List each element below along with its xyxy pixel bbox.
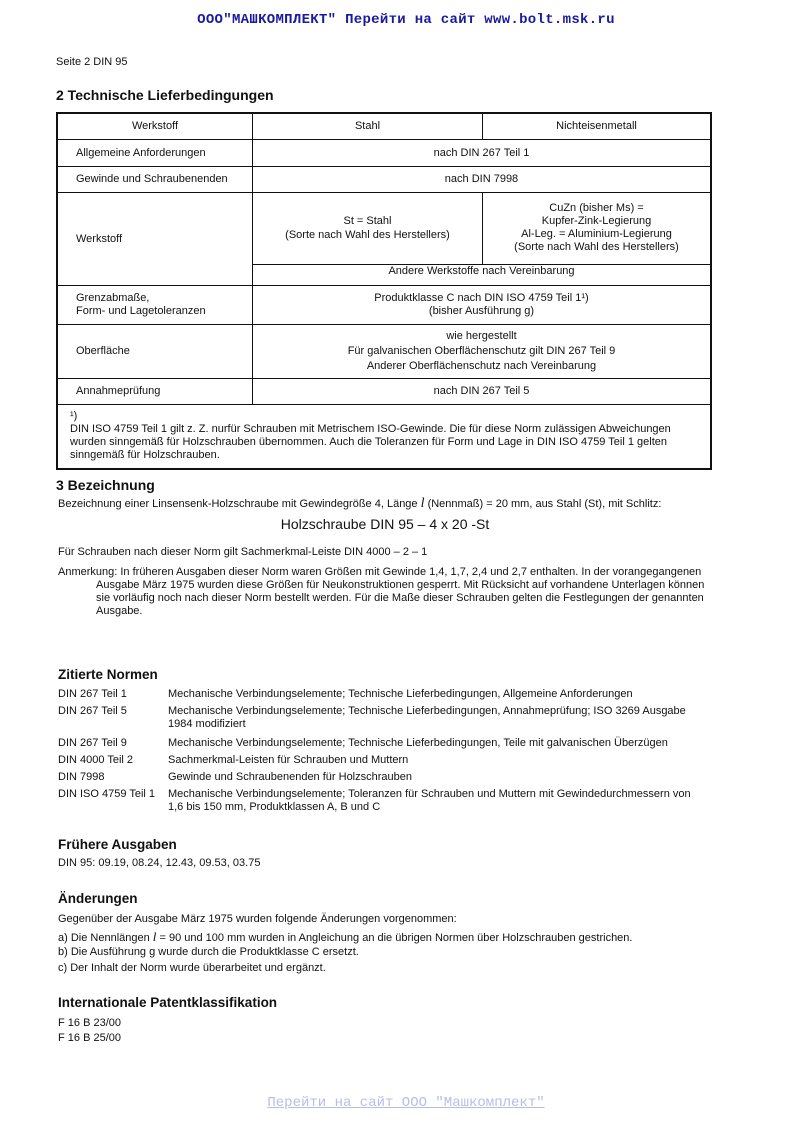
cited-norms-title: Zitierte Normen [58, 667, 158, 682]
table-row [57, 285, 711, 324]
patent-code: F 16 B 23/00 [58, 1017, 121, 1029]
table-row [57, 166, 711, 192]
list-item: DIN 4000 Teil 2 Sachmerkmal-Leisten für Schrauben und Muttern [58, 754, 409, 766]
section-3-title: 3 Bezeichnung [56, 477, 155, 493]
patent-code: F 16 B 25/00 [58, 1032, 121, 1044]
table-header-stahl: Stahl [253, 113, 483, 139]
footnote-text: DIN ISO 4759 Teil 1 gilt z. Z. nurfür Schrauben mit Metrischem ISO-Gewinde. Die für diese Norm zulässigen Abweichungen wurden sinngemäß für Holzschrauben übernommen. Auch die Toleranzen für Form und Lage in DIN ISO 4759 Teil 1 gelten sinngemäß für Holzschrauben. [70, 422, 671, 461]
designation-example: Holzschraube DIN 95 – 4 x 20 -St [280, 516, 490, 532]
table-row [57, 378, 711, 404]
row-label: Werkstoff [57, 192, 253, 285]
list-item: DIN 267 Teil 9 Mechanische Verbindungselemente; Technische Lieferbedingungen, Teile mit galvanischen Überzügen [58, 737, 668, 749]
row-label: Annahmeprüfung [57, 378, 253, 404]
change-b: b) Die Ausführung g wurde durch die Produktklasse C ersetzt. [58, 946, 359, 958]
footnote-marker: ¹) [70, 409, 78, 422]
patent-classification-title: Internationale Patentklassifikation [58, 995, 278, 1010]
row-label: Allgemeine Anforderungen [57, 139, 253, 166]
table-row [57, 192, 711, 264]
table-header-werkstoff: Werkstoff [57, 113, 253, 139]
row-value: wie hergestellt Für galvanischen Oberflächenschutz gilt DIN 267 Teil 9 Anderer Oberflächenschutz nach Vereinbarung [253, 324, 712, 378]
nonferrous-material-cell: CuZn (bisher Ms) = Kupfer-Zink-Legierung Al-Leg. = Aluminium-Legierung (Sorte nach Wahl des Herstellers) [483, 192, 712, 264]
row-value: nach DIN 267 Teil 5 [253, 378, 712, 404]
steel-material-cell: St = Stahl (Sorte nach Wahl des Herstellers) [253, 192, 483, 264]
designation-intro: Bezeichnung einer Linsensenk-Holzschraube mit Gewindegröße 4, Länge l (Nennmaß) = 20 mm, aus Stahl (St), mit Schlitz: [58, 496, 662, 511]
row-label: Grenzabmaße, Form- und Lagetoleranzen [57, 285, 253, 324]
change-c: c) Der Inhalt der Norm wurde überarbeitet und ergänzt. [58, 962, 326, 974]
earlier-editions-text: DIN 95: 09.19, 08.24, 12.43, 09.53, 03.75 [58, 857, 261, 869]
table-header-nichteisenmetall: Nichteisenmetall [483, 113, 712, 139]
section-2-title: 2 Technische Lieferbedingungen [56, 87, 274, 103]
header-site-link[interactable]: ООО"МАШКОМПЛЕКТ" Перейти на сайт www.bolt.msk.ru [197, 12, 615, 28]
list-item: DIN ISO 4759 Teil 1 Mechanische Verbindungselemente; Toleranzen für Schrauben und Muttern mit Gewindedurchmessern von 1,6 bis 150 mm, Produktklassen A, B und C [58, 788, 691, 813]
other-materials-cell: Andere Werkstoffe nach Vereinbarung [253, 264, 712, 285]
table-row [57, 324, 711, 378]
list-item: DIN 267 Teil 5 Mechanische Verbindungselemente; Technische Lieferbedingungen, Annahmeprüfung; ISO 3269 Ausgabe 1984 modifiziert [58, 705, 686, 730]
changes-title: Änderungen [58, 891, 138, 906]
table-footnote [57, 404, 711, 469]
list-item: DIN 7998 Gewinde und Schraubenenden für Holzschrauben [58, 771, 412, 783]
remark: Anmerkung: In früheren Ausgaben dieser Norm waren Größen mit Gewinde 1,4, 1,7, 2,4 und 2,7 enthalten. In der vorangegangenen Ausgabe März 1975 wurden diese Größen für Neukonstruktionen gesperrt. Mit Rücksicht auf vorhandene Unterlagen können sie vorläufig noch nach dieser Norm bestellt werden. Für die Maße dieser Schrauben gelten die Festlegungen der genannten Ausgabe. [58, 566, 705, 617]
change-a: a) Die Nennlängen l = 90 und 100 mm wurden in Angleichung an die übrigen Normen über Holzschrauben gestrichen. [58, 929, 633, 944]
merkmal-note: Für Schrauben nach dieser Norm gilt Sachmerkmal-Leiste DIN 4000 – 2 – 1 [58, 546, 428, 558]
earlier-editions-title: Frühere Ausgaben [58, 837, 177, 852]
page-reference: Seite 2 DIN 95 [56, 56, 128, 68]
row-label: Gewinde und Schraubenenden [57, 166, 253, 192]
changes-intro: Gegenüber der Ausgabe März 1975 wurden folgende Änderungen vorgenommen: [58, 913, 457, 925]
list-item: DIN 267 Teil 1 Mechanische Verbindungselemente; Technische Lieferbedingungen, Allgemeine Anforderungen [58, 688, 633, 700]
delivery-conditions-table [56, 112, 712, 470]
row-label: Oberfläche [57, 324, 253, 378]
footer-site-link[interactable]: Перейти на сайт ООО "Машкомплект" [267, 1095, 545, 1111]
row-value: nach DIN 267 Teil 1 [253, 139, 712, 166]
row-value: Produktklasse C nach DIN ISO 4759 Teil 1¹) (bisher Ausführung g) [253, 285, 712, 324]
table-row [57, 139, 711, 166]
row-value: nach DIN 7998 [253, 166, 712, 192]
